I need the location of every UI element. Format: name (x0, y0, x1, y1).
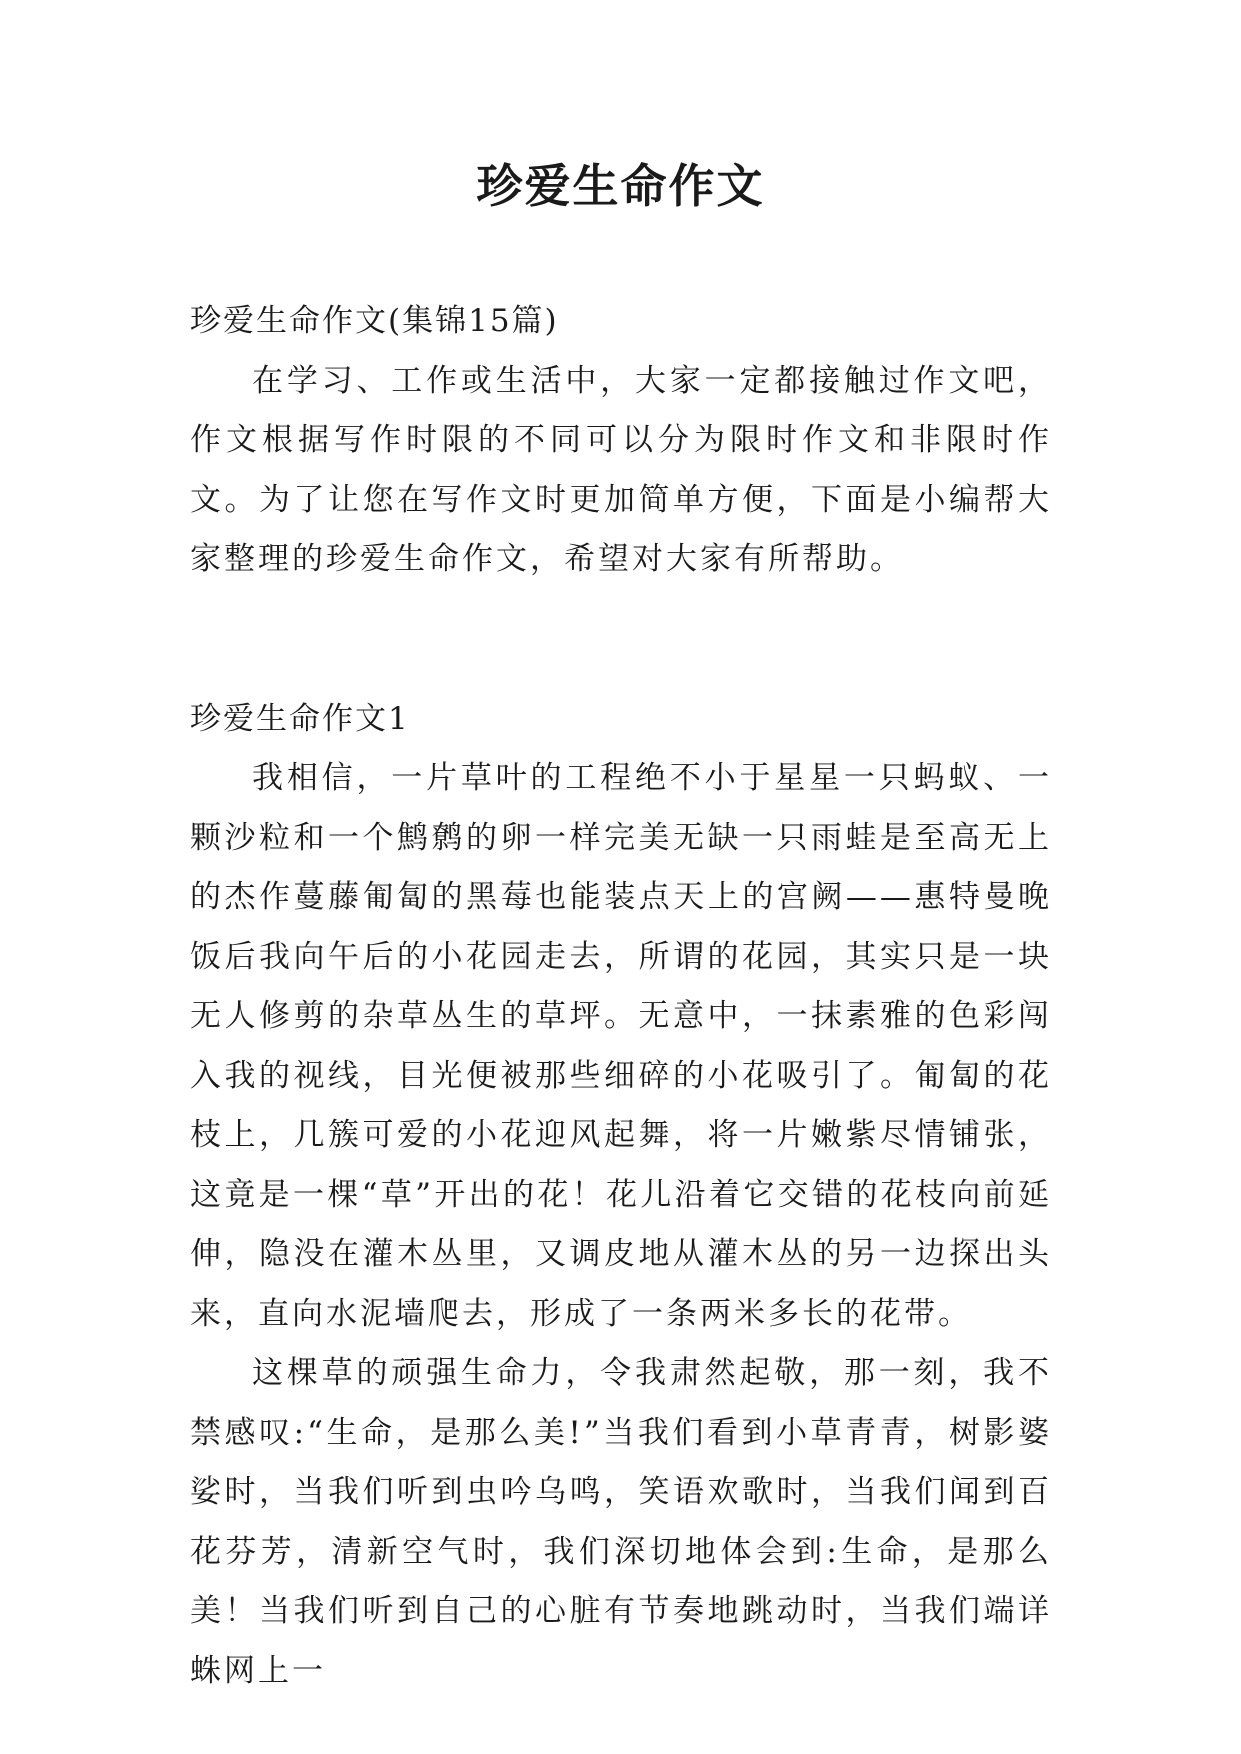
collection-heading: 珍爱生命作文(集锦15篇) (190, 303, 559, 339)
section-paragraph: 我相信，一片草叶的工程绝不小于星星一只蚂蚁、一颗沙粒和一个鹪鹩的卵一样完美无缺一只雨蛙是至高无上的杰作蔓藤匍匐的黑莓也能装点天上的宫阙——惠特曼晚饭后我向午后的小花园走去，所谓的花园，其实只是一块无人修剪的杂草丛生的草坪。无意中，一抹素雅的色彩闯入我的视线，目光便被那些细碎的小花吸引了。匍匐的花枝上，几簇可爱的小花迎风起舞，将一片嫩紫尽情铺张，这竟是一棵“草”开出的花！花儿沿着它交错的花枝向前延伸，隐没在灌木丛里，又调皮地从灌木丛的另一边探出头来，直向水泥墙爬去，形成了一条两米多长的花带。 (190, 760, 1052, 1332)
section-heading: 珍爱生命作文1 (190, 700, 410, 737)
section-spacer (190, 590, 1052, 690)
intro-paragraph: 在学习、工作或生活中，大家一定都接触过作文吧，作文根据写作时限的不同可以分为限时作文和非限时作文。为了让您在写作文时更加简单方便，下面是小编帮大家整理的珍爱生命作文，希望对大家有所帮助。 (190, 362, 1052, 577)
document-title: 珍爱生命作文 (476, 159, 765, 213)
section-paragraph: 这棵草的顽强生命力，令我肃然起敬，那一刻，我不禁感叹:“生命，是那么美!”当我们看到小草青青，树影婆娑时，当我们听到虫吟乌鸣，笑语欢歌时，当我们闻到百花芬芳，清新空气时，我们深切地体会到:生命，是那么美！当我们听到自己的心脏有节奏地跳动时，当我们端详蛛网上一 (190, 1355, 1052, 1689)
document-body (190, 292, 1052, 1701)
